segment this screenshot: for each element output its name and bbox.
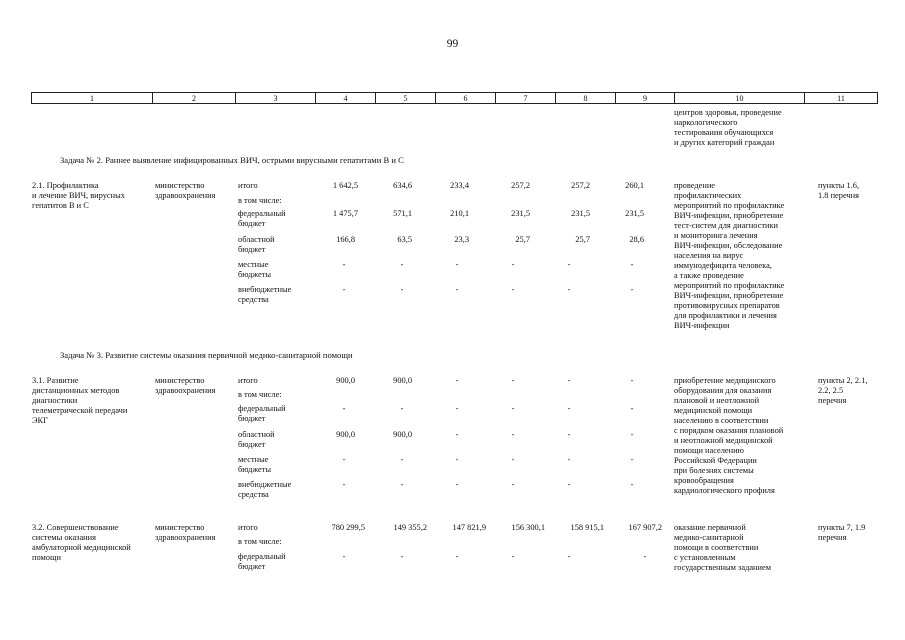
source-federal-label: федеральный бюджет — [238, 552, 286, 571]
source-local-label: местные бюджеты — [238, 455, 272, 474]
expected-result: проведение профилактических мероприятий по профилактике ВИЧ-инфекции, приобретение тест-систем для диагностики и мониторинга лечения ВИЧ-инфекции, обследование населения на вирус иммунодефицита человека, а также проведение мероприятий по профилактике ВИЧ-инфекции, приобретение противовирусных препаратов для профилактики и лечения ВИЧ-инфекции — [674, 181, 785, 330]
executor: министерство здравоохранения — [155, 181, 216, 200]
value-cell: 900,0 — [393, 430, 412, 439]
value-cell: - — [567, 552, 571, 561]
indicator-reference: пункты 2, 2.1, 2.2, 2.5 перечня — [818, 376, 868, 405]
source-federal-label: федеральный бюджет — [238, 404, 286, 423]
value-cell: - — [342, 260, 346, 269]
source-including-label: в том числе: — [238, 390, 282, 399]
value-cell: - — [567, 285, 571, 294]
value-cell: - — [400, 552, 404, 561]
value-cell: - — [455, 455, 459, 464]
value-cell: - — [630, 455, 634, 464]
value-cell: - — [511, 285, 515, 294]
value-cell: - — [455, 430, 459, 439]
column-header-cell: 10 — [675, 93, 805, 104]
value-cell: 900,0 — [336, 376, 355, 385]
value-cell: - — [400, 455, 404, 464]
value-cell: 147 821,9 — [452, 523, 486, 532]
source-total-label: итого — [238, 376, 258, 385]
value-cell: - — [455, 552, 459, 561]
value-cell: 25,7 — [575, 235, 590, 244]
column-header-cell: 8 — [556, 93, 616, 104]
value-cell: - — [455, 404, 459, 413]
measure-name: 3.2. Совершенствование системы оказания амбулаторной медицинской помощи — [32, 523, 131, 562]
value-cell: - — [567, 260, 571, 269]
value-cell: - — [342, 455, 346, 464]
source-federal-label: федеральный бюджет — [238, 209, 286, 228]
value-cell: - — [455, 285, 459, 294]
value-cell: - — [342, 285, 346, 294]
value-cell: - — [630, 430, 634, 439]
value-cell: 233,4 — [450, 181, 469, 190]
value-cell: 63,5 — [397, 235, 412, 244]
column-header-table — [31, 92, 878, 104]
column-header-cell: 3 — [236, 93, 316, 104]
value-cell: 158 915,1 — [570, 523, 604, 532]
source-regional-label: областной бюджет — [238, 235, 275, 254]
measure-name: 3.1. Развитие дистанционных методов диагностики телеметрической передачи ЭКГ — [32, 376, 128, 425]
value-cell: - — [400, 480, 404, 489]
value-cell: - — [400, 404, 404, 413]
value-cell: - — [342, 404, 346, 413]
value-cell: - — [630, 376, 634, 385]
column-header-cell: 2 — [153, 93, 236, 104]
value-cell: 257,2 — [571, 181, 590, 190]
task-3-heading: Задача № 3. Развитие системы оказания первичной медико-санитарной помощи — [60, 350, 353, 360]
column-header-cell: 7 — [496, 93, 556, 104]
value-cell: - — [342, 552, 346, 561]
source-regional-label: областной бюджет — [238, 430, 275, 449]
value-cell: - — [630, 260, 634, 269]
column-header-cell: 6 — [436, 93, 496, 104]
source-total-label: итого — [238, 523, 258, 532]
value-cell: - — [511, 260, 515, 269]
value-cell: - — [511, 455, 515, 464]
value-cell: - — [511, 430, 515, 439]
expected-result: оказание первичной медико-санитарной помощи в соответствии с установленным государственным заданием — [674, 523, 772, 572]
source-extrabudget-label: внебюджетные средства — [238, 480, 292, 499]
executor: министерство здравоохранения — [155, 523, 216, 542]
value-cell: 28,6 — [629, 235, 644, 244]
value-cell: - — [400, 285, 404, 294]
value-cell: 900,0 — [393, 376, 412, 385]
source-including-label: в том числе: — [238, 196, 282, 205]
value-cell: - — [630, 404, 634, 413]
value-cell: - — [511, 404, 515, 413]
value-cell: - — [567, 455, 571, 464]
value-cell: - — [643, 552, 647, 561]
column-header-cell: 4 — [316, 93, 376, 104]
value-cell: 231,5 — [625, 209, 644, 218]
value-cell: 23,3 — [454, 235, 469, 244]
value-cell: 634,6 — [393, 181, 412, 190]
value-cell: - — [511, 552, 515, 561]
value-cell: 260,1 — [625, 181, 644, 190]
source-extrabudget-label: внебюджетные средства — [238, 285, 292, 304]
value-cell: - — [511, 376, 515, 385]
source-including-label: в том числе: — [238, 537, 282, 546]
value-cell: 231,5 — [571, 209, 590, 218]
value-cell: - — [630, 480, 634, 489]
page-number: 99 — [446, 38, 459, 50]
value-cell: 167 907,2 — [628, 523, 662, 532]
value-cell: - — [630, 285, 634, 294]
value-cell: - — [567, 430, 571, 439]
column-header-row — [32, 93, 878, 104]
column-header-cell: 5 — [376, 93, 436, 104]
value-cell: 156 300,1 — [511, 523, 545, 532]
column-header-cell: 1 — [32, 93, 153, 104]
measure-name: 2.1. Профилактика и лечение ВИЧ, вирусных гепатитов В и С — [32, 181, 125, 210]
value-cell: 780 299,5 — [331, 523, 365, 532]
indicator-reference: пункты 7, 1.9 перечня — [818, 523, 866, 542]
task-2-heading: Задача № 2. Раннее выявление инфицированных ВИЧ, острыми вирусными гепатитами В и С — [60, 155, 404, 165]
value-cell: - — [455, 376, 459, 385]
value-cell: 149 355,2 — [393, 523, 427, 532]
value-cell: - — [400, 260, 404, 269]
indicator-reference: пункты 1.6, 1.8 перечня — [818, 181, 860, 200]
value-cell: 900,0 — [336, 430, 355, 439]
value-cell: - — [342, 480, 346, 489]
value-cell: - — [455, 480, 459, 489]
value-cell: - — [567, 376, 571, 385]
value-cell: 231,5 — [511, 209, 530, 218]
value-cell: - — [567, 480, 571, 489]
value-cell: 210,1 — [450, 209, 469, 218]
value-cell: 257,2 — [511, 181, 530, 190]
column-header-cell: 9 — [616, 93, 675, 104]
value-cell: 1 475,7 — [332, 209, 358, 218]
value-cell: 1 642,5 — [332, 181, 358, 190]
value-cell: - — [511, 480, 515, 489]
expected-result: приобретение медицинского оборудования для оказания плановой и неотложной медицинской помощи населению в соответствии с порядком оказания плановой и неотложной медицинской помощи населению Российской Федерации при болезнях системы кровообращения кардиологического профиля — [674, 376, 784, 495]
continuation-result-text: центров здоровья, проведение наркологического тестирования обучающихся и других категорий граждан — [674, 108, 782, 147]
column-header-cell: 11 — [805, 93, 878, 104]
value-cell: - — [455, 260, 459, 269]
executor: министерство здравоохранения — [155, 376, 216, 395]
value-cell: - — [567, 404, 571, 413]
value-cell: 25,7 — [515, 235, 530, 244]
source-total-label: итого — [238, 181, 258, 190]
value-cell: 571,1 — [393, 209, 412, 218]
source-local-label: местные бюджеты — [238, 260, 272, 279]
value-cell: 166,8 — [336, 235, 355, 244]
